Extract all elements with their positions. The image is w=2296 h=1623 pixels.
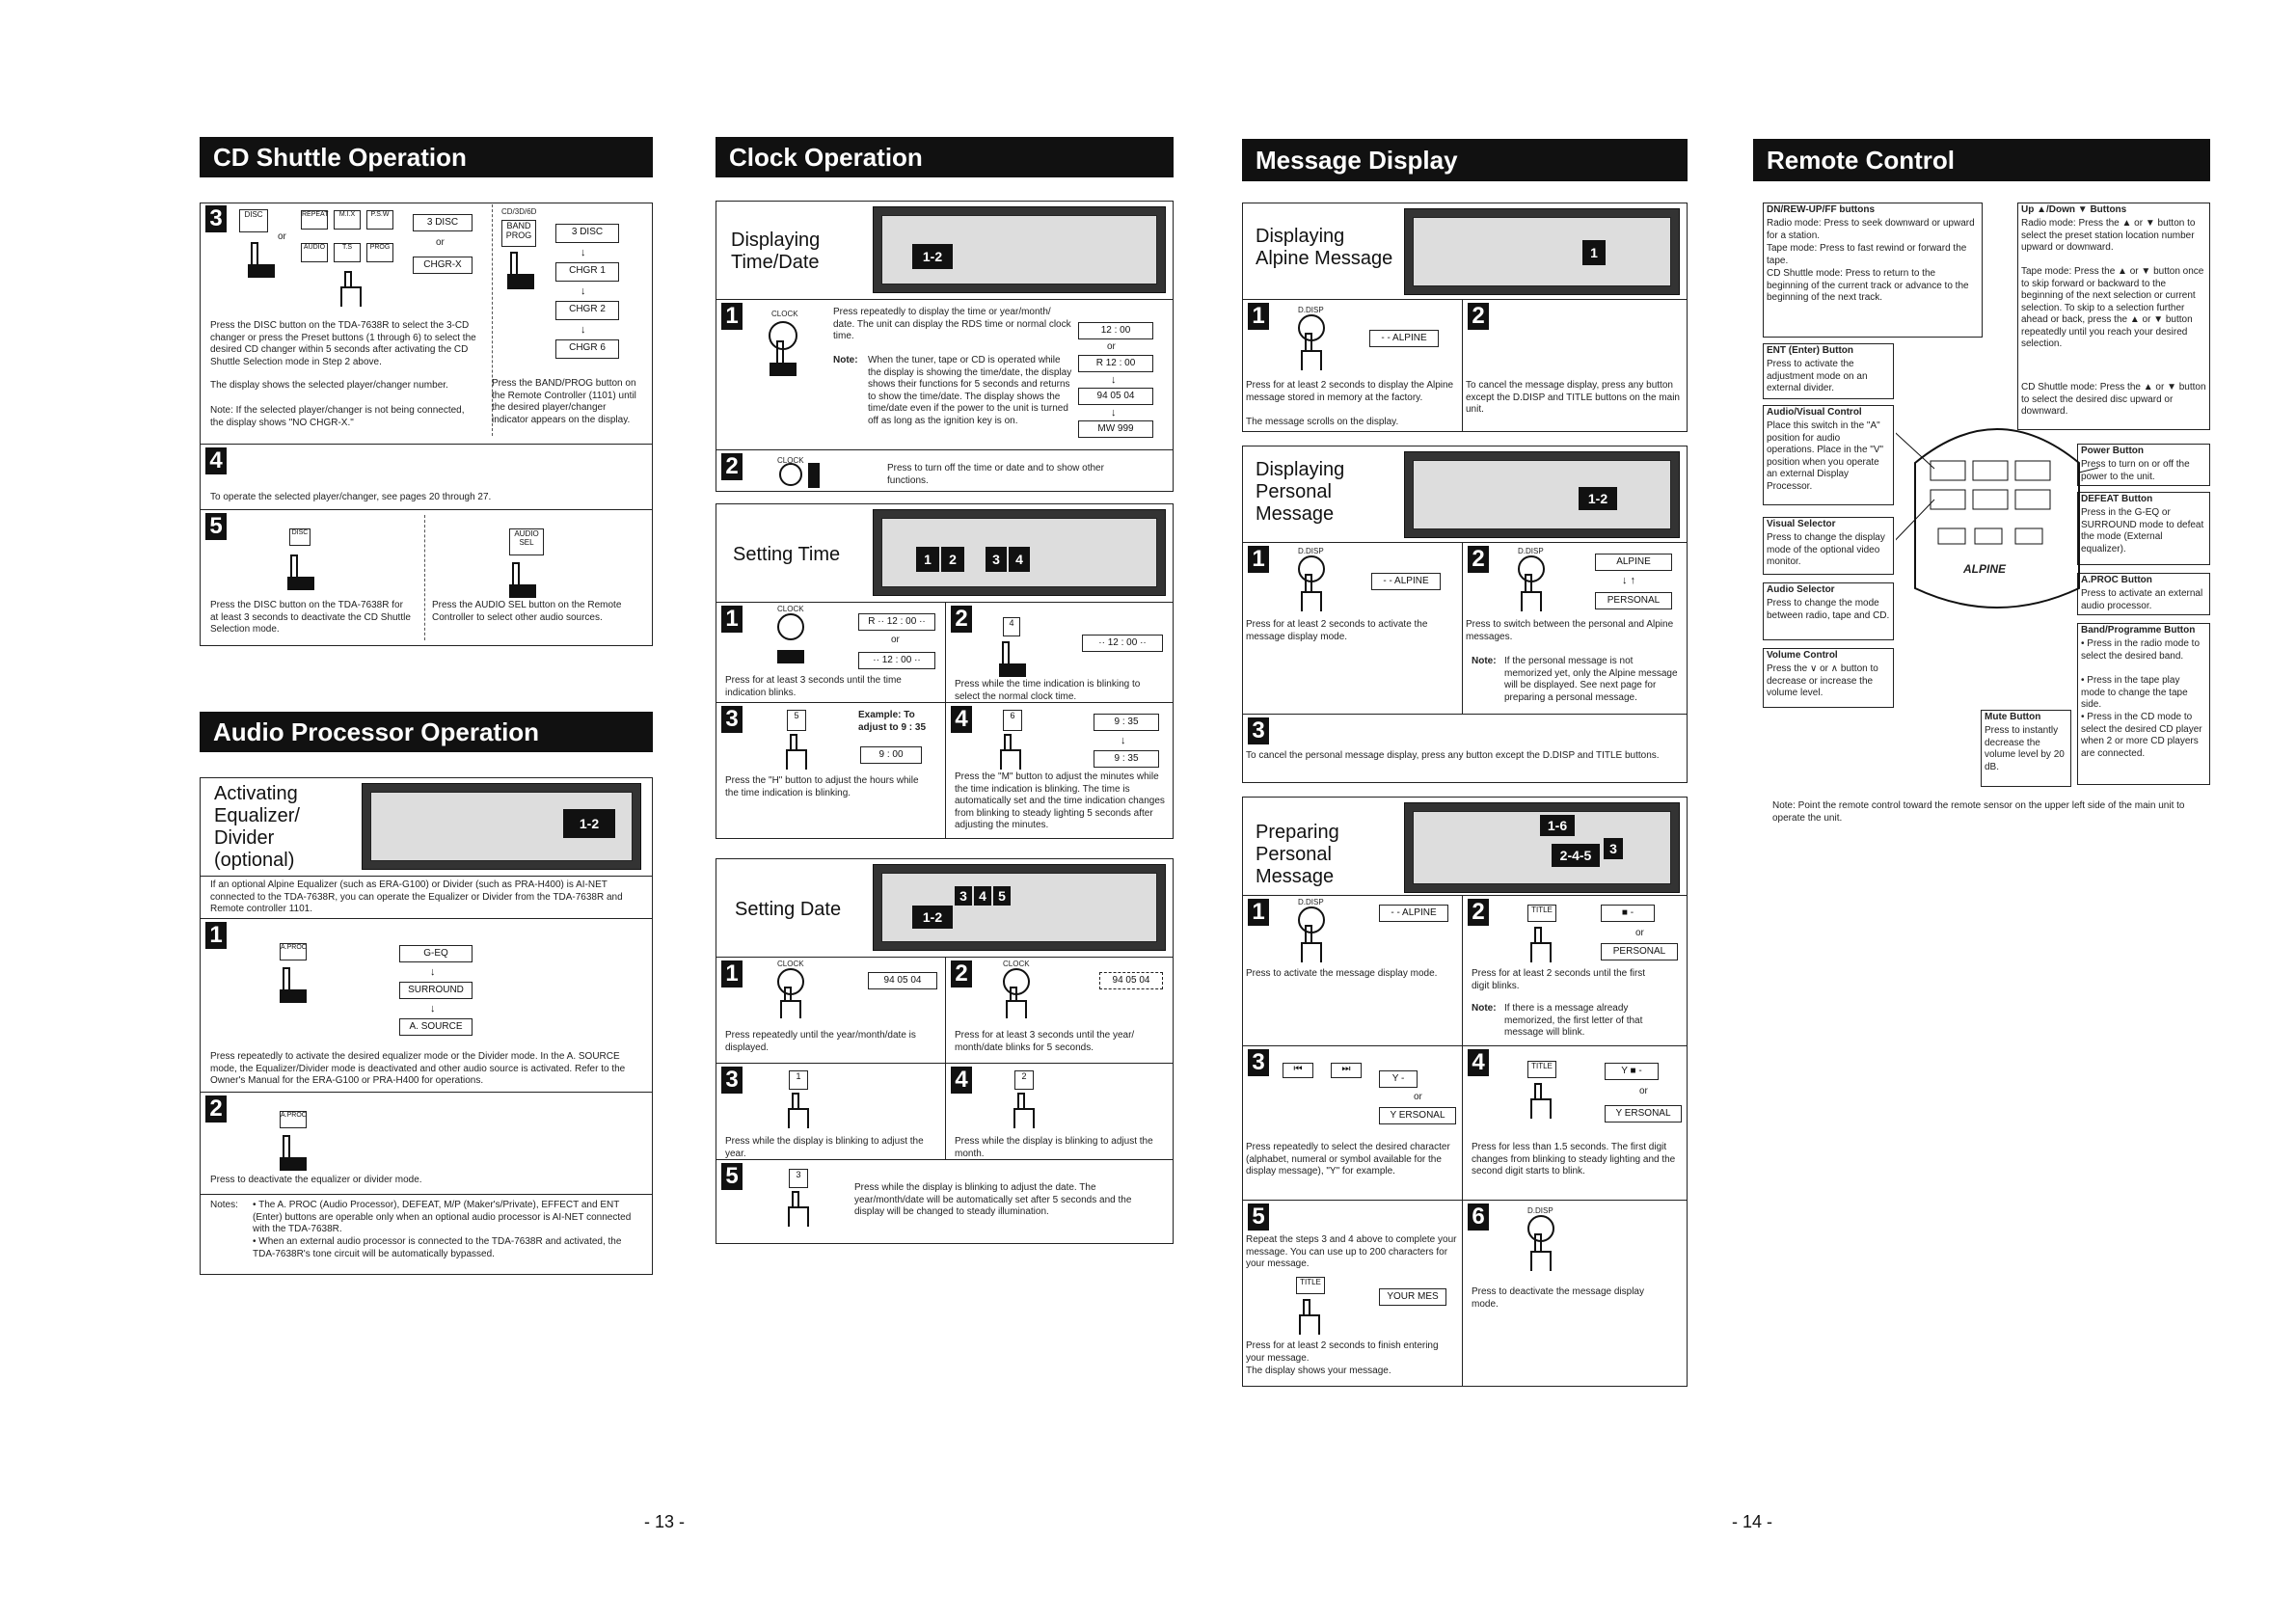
chain-r1200: R 12 : 00	[1078, 355, 1153, 372]
preset-2: M.I.X	[334, 210, 361, 230]
step-number: 1	[1248, 899, 1269, 926]
callout-updown-l2: Tape mode: Press the ▲ or ▼ button once to skip forward or backward to the beginning of the next selection or current selection. To skip to a selection further ahead or back, press the ▲ or ▼ button repeatedly until you reach your desired selection.	[2021, 266, 2204, 349]
prep-note-label: Note:	[1472, 1003, 1497, 1014]
callout-dn-head: DN/REW-UP/FF buttons	[1767, 204, 1876, 215]
chain-chgr1: CHGR 1	[555, 262, 619, 282]
callout-dn-l2: Tape mode: Press to fast rewind or forward the tape.	[1767, 243, 1967, 266]
preset-6: PROG	[366, 243, 393, 262]
step-number: 3	[205, 205, 227, 232]
finger-icon	[507, 557, 538, 600]
ddisp-label: D.DISP	[1518, 547, 1544, 555]
finger-icon	[338, 268, 368, 311]
ddisp-button-icon	[1292, 312, 1331, 372]
msg-label: Y ERSONAL	[1605, 1105, 1682, 1123]
preset-4-button: 4	[1003, 617, 1020, 636]
ddisp-button-icon	[1512, 554, 1551, 613]
step-number: 4	[1468, 1049, 1489, 1076]
prep-s2-text: Press for at least 2 seconds until the first digit blinks.	[1472, 968, 1646, 991]
finger-icon	[783, 731, 814, 773]
callout-vs-text: Press to change the display mode of the optional video monitor.	[1767, 532, 1885, 567]
radio-unit: 1-2	[1404, 451, 1680, 538]
finger-icon	[997, 731, 1028, 773]
step-number: 3	[1248, 1049, 1269, 1076]
callout-band-head: Band/Programme Button	[2081, 625, 2196, 636]
callout-ent-text: Press to activate the adjustment mode on an external divider.	[1767, 359, 1868, 393]
or-label: or	[1107, 341, 1116, 352]
finger-icon	[785, 1188, 816, 1231]
prep-s1-text: Press to activate the message display mode.	[1246, 968, 1438, 979]
title-button: TITLE	[1527, 905, 1556, 922]
set-date-s2-text: Press for at least 3 seconds until the year/ month/date blinks for 5 seconds.	[955, 1030, 1135, 1053]
preset-3-button: 3	[789, 1169, 808, 1188]
radio-unit: 1	[1404, 208, 1680, 295]
aproc-button: A.PROC	[280, 943, 307, 960]
or-label: or	[891, 635, 900, 645]
personal-s3-text: To cancel the personal message display, press any button except the D.DISP and TITLE buttons.	[1246, 750, 1660, 761]
prep-s5-text3: The display shows your message.	[1246, 1366, 1391, 1376]
alpine-label: - - ALPINE	[1369, 330, 1439, 347]
finger-icon	[1527, 1080, 1558, 1123]
clock-btn-label: CLOCK	[777, 605, 804, 613]
step-number: 2	[951, 960, 972, 987]
msg-label: ■ -	[1601, 905, 1655, 922]
clock-btn-label: CLOCK	[1003, 960, 1030, 968]
set-time-s2-text: Press while the time indication is blinking to select the normal clock time.	[955, 679, 1141, 702]
cd-step5-left: Press the DISC button on the TDA-7638R for at least 3 seconds to deactivate the CD Shuttle Selection mode.	[210, 600, 411, 635]
clock-button-icon	[764, 318, 802, 378]
personal-msg-title: Displaying Personal Message	[1256, 459, 1345, 525]
step-number: 2	[1468, 899, 1489, 926]
finger-icon	[278, 1130, 309, 1173]
set-date-s5-text: Press while the display is blinking to adjust the date. The year/month/date will be automatically set after 5 seconds and the display will be changed to steady illumination.	[854, 1182, 1132, 1217]
prepare-msg-title: Preparing Personal Message	[1256, 822, 1339, 887]
audio-step1-text: Press repeatedly to activate the desired equalizer mode or the Divider mode. In the A. SOURCE mode, the Equalizer/Divider mode is deactivated and other audio source is activated. Refer to the Owner's Manual for the ERA-G100 or PRA-H400 for operations.	[210, 1051, 626, 1086]
step-number: 2	[205, 1096, 227, 1123]
cd-step4-text: To operate the selected player/changer, see pages 20 through 27.	[210, 492, 492, 502]
step-number: 1	[721, 606, 743, 633]
preset-6-button: 6	[1003, 710, 1022, 731]
band-prog-button: BAND PROG	[501, 220, 536, 247]
seek-up-button: ⏭	[1331, 1063, 1362, 1078]
chain-asource: A. SOURCE	[399, 1018, 473, 1036]
cd-step5-right: Press the AUDIO SEL button on the Remote Controller to select other audio sources.	[432, 600, 622, 623]
chain-chgr6: CHGR 6	[555, 339, 619, 359]
page-number-left: - 13 -	[644, 1512, 686, 1531]
step-number: 2	[951, 606, 972, 633]
time-label: 9 : 35	[1094, 714, 1159, 731]
cd-header-label: CD/3D/6D	[501, 207, 537, 216]
finger-icon	[285, 550, 316, 592]
audio-intro: If an optional Alpine Equalizer (such as ERA-G100) or Divider (such as PRA-H400) is AI-NET connected to the TDA-7638R, you can operate the Equalizer or Divider from the TDA-7638R and Remote controller 1101.	[210, 879, 623, 914]
or-label: or	[1414, 1092, 1422, 1102]
personal-note-label: Note:	[1472, 656, 1497, 666]
personal-s2-note: If the personal message is not memorized yet, only the Alpine message will be displayed. See next page for preparing a personal message.	[1504, 656, 1678, 703]
callout-band-l1: • Press in the radio mode to select the desired band.	[2081, 638, 2201, 662]
ddisp-button-icon	[1292, 554, 1331, 613]
personal-label: PERSONAL	[1595, 592, 1672, 609]
callout-defeat-text: Press in the G-EQ or SURROUND mode to defeat the mode (External equalizer).	[2081, 507, 2204, 555]
clock-note-label: Note:	[833, 355, 858, 365]
finger-icon	[1296, 1296, 1327, 1339]
callout-power-head: Power Button	[2081, 446, 2144, 456]
radio-unit: 1 2 3 4	[873, 509, 1166, 596]
callout-vol-text: Press the ∨ or ∧ button to decrease or increase the volume level.	[1767, 663, 1878, 698]
callout-vol-head: Volume Control	[1767, 650, 1838, 661]
page-number-right: - 14 -	[1732, 1512, 1773, 1531]
step-number: 2	[1468, 546, 1489, 573]
preset-5-button: 5	[787, 710, 806, 731]
callout-mute-head: Mute Button	[1985, 712, 2041, 722]
step-number: 3	[721, 706, 743, 733]
label-chgr-x: CHGR-X	[413, 257, 473, 274]
prep-s2-note: If there is a message already memorized, the first letter of that message will blink.	[1504, 1003, 1643, 1038]
clock-display-title: Displaying Time/Date	[731, 230, 821, 273]
alpine-label: - - ALPINE	[1371, 573, 1441, 590]
step-number: 3	[1248, 717, 1269, 744]
setting-time-title: Setting Time	[733, 544, 841, 565]
time-label: 9 : 00	[860, 746, 922, 764]
aproc-button: A.PROC	[280, 1111, 307, 1128]
step-number: 1	[205, 922, 227, 949]
chain-surround: SURROUND	[399, 982, 473, 999]
remote-note: Note: Point the remote control toward the remote sensor on the upper left side of the main unit to operate the unit.	[1772, 800, 2185, 824]
finger-icon	[1527, 924, 1558, 966]
cd-step3-note: Note: If the selected player/changer is not being connected, the display shows "NO CHGR-X."	[210, 405, 465, 428]
cd-step3-text: Press the DISC button on the TDA-7638R to select the 3-CD changer or press the Preset buttons (1 through 6) to select the desired CD changer within 5 seconds after activating the CD Shuttle Selection mode in Step 2 above.	[210, 320, 476, 367]
msg-label: Y ■ -	[1605, 1063, 1659, 1080]
clock-btn-label: CLOCK	[771, 310, 798, 318]
callout-mute-text: Press to instantly decrease the volume level by 20 dB.	[1985, 725, 2065, 772]
callout-aproc-text: Press to activate an external audio processor.	[2081, 588, 2203, 611]
audio-subtitle: Activating Equalizer/ Divider (optional)	[214, 783, 300, 871]
message-header: Message Display	[1242, 139, 1688, 181]
date-label: 94 05 04	[1099, 972, 1163, 989]
callout-aproc-head: A.PROC Button	[2081, 575, 2152, 585]
example-label: Example: To adjust to 9 : 35	[858, 710, 927, 733]
ddisp-label: D.DISP	[1527, 1206, 1553, 1215]
cd-shuttle-header: CD Shuttle Operation	[200, 137, 653, 177]
msg-label: Y ERSONAL	[1379, 1107, 1456, 1124]
callout-dn-l1: Radio mode: Press to seek downward or upward for a station.	[1767, 218, 1975, 241]
clock-button-icon	[771, 966, 810, 1020]
set-time-s3-text: Press the "H" button to adjust the hours while the time indication is blinking.	[725, 775, 919, 798]
or-label: or	[1635, 928, 1644, 938]
time-label: ·· 12 : 00 ··	[858, 652, 935, 669]
prep-s4-text: Press for less than 1.5 seconds. The first digit changes from blinking to steady lighting and the second digit starts to blink.	[1472, 1142, 1676, 1177]
ddisp-label: D.DISP	[1298, 306, 1324, 314]
prep-s3-text: Press repeatedly to select the desired character (alphabet, numeral or symbol available for the display message), "Y" for example.	[1246, 1142, 1450, 1177]
disc-button: DISC	[239, 209, 268, 232]
alpine-label: - - ALPINE	[1379, 905, 1448, 922]
radio-unit: 1-2	[362, 783, 641, 870]
callout-av-text: Place this switch in the "A" position for audio operations. Place in the "V" position when you operate an external Display Processor.	[1767, 420, 1884, 492]
step-number: 1	[1248, 546, 1269, 573]
step-number: 5	[205, 513, 227, 540]
step-number: 1	[721, 303, 743, 330]
time-label: 9 : 35	[1094, 750, 1159, 768]
step-number: 4	[951, 706, 972, 733]
audio-note-1: • The A. PROC (Audio Processor), DEFEAT, M/P (Maker's/Private), EFFECT and ENT (Enter) buttons are operable only when an optional audio processor is AI-NET connected with the TDA-7638R.	[253, 1200, 632, 1234]
audio-header: Audio Processor Operation	[200, 712, 653, 752]
finger-icon	[278, 962, 309, 1005]
callout-updown-l3: CD Shuttle mode: Press the ▲ or ▼ button to select the desired disc upward or downward.	[2021, 382, 2206, 417]
callout-defeat-head: DEFEAT Button	[2081, 494, 2153, 504]
audio-sel-button: AUDIO SEL	[509, 528, 544, 555]
alpine-s1-text2: The message scrolls on the display.	[1246, 417, 1399, 427]
callout-updown-l1: Radio mode: Press the ▲ or ▼ button to select the preset station location number upward or downward.	[2021, 218, 2196, 253]
set-time-s4-text: Press the "M" button to adjust the minutes while the time indication is blinking. The time is automatically set and the time indication changes from blinking to steady lighting 5 seconds after adjusting the minutes.	[955, 771, 1165, 830]
chain-3disc: 3 DISC	[555, 224, 619, 243]
title-button: TITLE	[1527, 1061, 1556, 1078]
clock-button-icon	[773, 461, 831, 490]
title-button: TITLE	[1296, 1277, 1325, 1294]
finger-icon	[1011, 1090, 1041, 1132]
clock-button-icon	[997, 966, 1036, 1020]
finger-icon	[505, 249, 536, 291]
label-3disc: 3 DISC	[413, 214, 473, 231]
finger-icon	[246, 237, 277, 280]
step-number: 1	[721, 960, 743, 987]
alpine-s1-text: Press for at least 2 seconds to display the Alpine message stored in memory at the factory.	[1246, 380, 1454, 403]
time-label: ·· 12 : 00 ··	[1082, 635, 1163, 652]
clock-s1-note: When the tuner, tape or CD is operated while the display is showing the time/date, the display shows their functions for 5 seconds and returns to show the time/date. The display shows the time/date even if the power to the unit is turned off as long as the ignition key is on.	[868, 355, 1072, 426]
chain-date: 94 05 04	[1078, 388, 1153, 405]
setting-date-title: Setting Date	[735, 899, 842, 920]
ddisp-button-icon	[1522, 1213, 1560, 1273]
prep-s6-text: Press to deactivate the message display mode.	[1472, 1286, 1644, 1310]
personal-s2-text: Press to switch between the personal and Alpine messages.	[1466, 619, 1674, 642]
step-number: 6	[1468, 1204, 1489, 1231]
preset-1: REPEAT	[301, 210, 328, 230]
callout-as-text: Press to change the mode between radio, tape and CD.	[1767, 598, 1890, 621]
or-label: or	[436, 237, 445, 248]
preset-1-button: 1	[789, 1070, 808, 1090]
set-date-s3-text: Press while the display is blinking to adjust the year.	[725, 1136, 924, 1159]
clock-button-icon	[771, 611, 810, 665]
step-number: 4	[205, 447, 227, 474]
notes-label: Notes:	[210, 1200, 238, 1210]
ddisp-button-icon	[1292, 905, 1331, 964]
callout-updown-head: Up ▲/Down ▼ Buttons	[2021, 204, 2127, 215]
callout-av-head: Audio/Visual Control	[1767, 407, 1862, 418]
radio-unit: 1-6 2-4-5 3	[1404, 802, 1680, 893]
date-label: 94 05 04	[868, 972, 937, 989]
cd-step3-text2: The display shows the selected player/changer number.	[210, 380, 448, 391]
callout-dn-l3: CD Shuttle mode: Press to return to the beginning of the current track or advance to the beginning of the next track.	[1767, 268, 1969, 303]
personal-label: PERSONAL	[1601, 943, 1678, 960]
alpine-msg-title: Displaying Alpine Message	[1256, 226, 1393, 269]
step-number: 5	[721, 1163, 743, 1190]
or-label: or	[1639, 1086, 1648, 1096]
preset-4: AUDIO	[301, 243, 328, 262]
ddisp-label: D.DISP	[1298, 547, 1324, 555]
or-label: or	[278, 231, 286, 242]
callout-ent-head: ENT (Enter) Button	[1767, 345, 1853, 356]
chain-mw: MW 999	[1078, 420, 1153, 438]
set-date-s4-text: Press while the display is blinking to adjust the month.	[955, 1136, 1153, 1159]
preset-3: P.S.W	[366, 210, 393, 230]
personal-s1-text: Press for at least 2 seconds to activate the message display mode.	[1246, 619, 1428, 642]
ddisp-label: D.DISP	[1298, 898, 1324, 906]
remote-control	[1896, 405, 2098, 617]
finger-icon	[785, 1090, 816, 1132]
chain-geq: G-EQ	[399, 945, 473, 962]
callout-as-head: Audio Selector	[1767, 584, 1835, 595]
step-number: 4	[951, 1067, 972, 1094]
disc-button: DISC	[289, 528, 311, 546]
set-date-s1-text: Press repeatedly until the year/month/date is displayed.	[725, 1030, 916, 1053]
chain-chgr2: CHGR 2	[555, 301, 619, 320]
audio-step2-text: Press to deactivate the equalizer or divider mode.	[210, 1175, 422, 1185]
radio-unit: 1-2 3 4 5	[873, 864, 1166, 951]
cd-step3-right: Press the BAND/PROG button on the Remote Controller (1101) until the desired player/changer indicator appears on the display.	[492, 378, 636, 425]
msg-label: Y -	[1379, 1070, 1418, 1088]
msg-label: YOUR MES	[1379, 1288, 1446, 1306]
radio-unit: 1-2	[873, 206, 1166, 293]
clock-btn-label: CLOCK	[777, 960, 804, 968]
alpine-s2-text: To cancel the message display, press any button except the D.DISP and TITLE buttons on the main unit.	[1466, 380, 1680, 415]
seek-down-button: ⏮	[1283, 1063, 1313, 1078]
finger-icon	[997, 636, 1028, 679]
time-label-r: R ·· 12 : 00 ··	[858, 613, 935, 631]
prep-s5-text2: Press for at least 2 seconds to finish entering your message.	[1246, 1340, 1439, 1364]
step-number: 3	[721, 1067, 743, 1094]
step-number: 1	[1248, 303, 1269, 330]
step-number: 2	[721, 453, 743, 480]
preset-5: T.S	[334, 243, 361, 262]
chain-1200: 12 : 00	[1078, 322, 1153, 339]
callout-vs-head: Visual Selector	[1767, 519, 1836, 529]
clock-s1-text: Press repeatedly to display the time or year/month/ date. The unit can display the RDS time or normal clock time.	[833, 307, 1071, 341]
step-number: 5	[1248, 1204, 1269, 1231]
remote-brand: ALPINE	[1963, 562, 2007, 576]
remote-header: Remote Control	[1753, 139, 2210, 181]
set-time-s1-text: Press for at least 3 seconds until the time indication blinks.	[725, 675, 902, 698]
step-number: 2	[1468, 303, 1489, 330]
clock-s2-text: Press to turn off the time or date and to show other functions.	[887, 463, 1104, 486]
alpine-label: ALPINE	[1595, 554, 1672, 571]
callout-band-l2: • Press in the tape play mode to change the tape side.	[2081, 675, 2188, 710]
callout-power-text: Press to turn on or off the power to the unit.	[2081, 459, 2190, 482]
prep-s5-text: Repeat the steps 3 and 4 above to complete your message. You can use up to 200 characters for your message.	[1246, 1234, 1457, 1269]
clock-header: Clock Operation	[716, 137, 1174, 177]
clock-btn-label: CLOCK	[777, 456, 804, 465]
preset-2-button: 2	[1014, 1070, 1034, 1090]
callout-band-l3: • Press in the CD mode to select the desired CD player when 2 or more CD players are connected.	[2081, 712, 2202, 759]
audio-note-2: • When an external audio processor is connected to the TDA-7638R and activated, the TDA-7638R's tone circuit will be automatically bypassed.	[253, 1236, 622, 1259]
